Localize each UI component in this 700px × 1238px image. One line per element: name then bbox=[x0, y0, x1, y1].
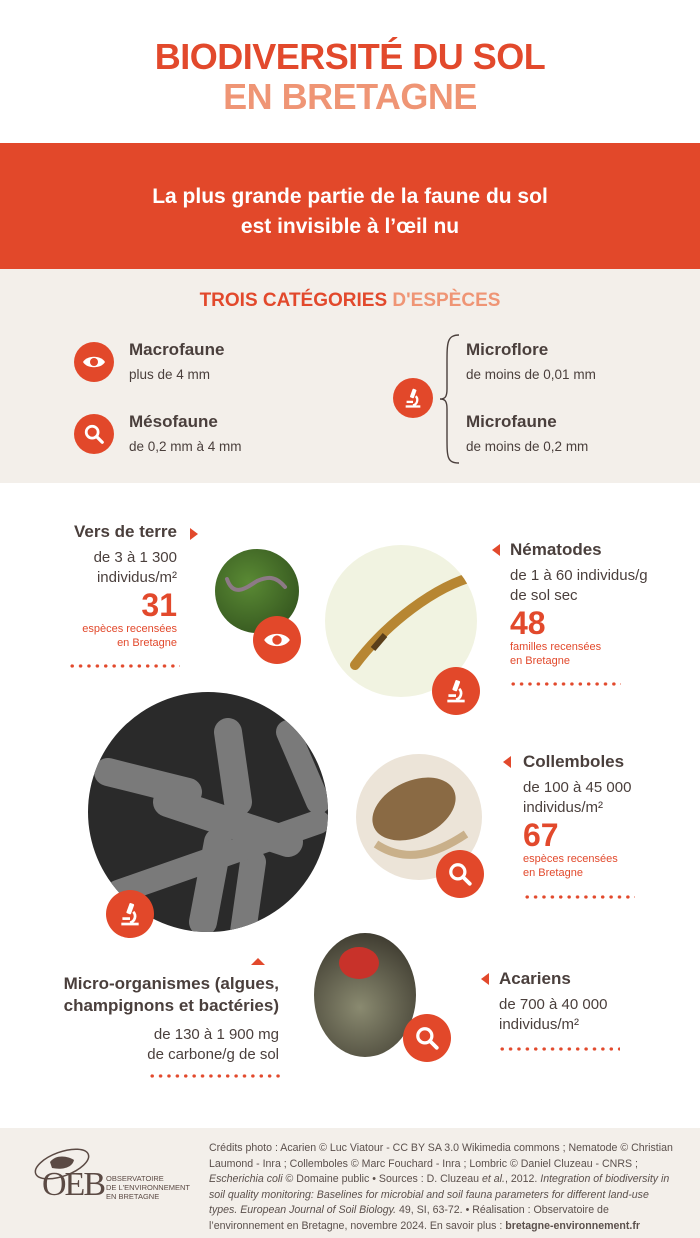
mite-photo bbox=[314, 933, 416, 1057]
magnifier-icon bbox=[436, 850, 484, 898]
title-line1: BIODIVERSITÉ DU SOL bbox=[154, 36, 546, 77]
category-mesofaune: Mésofaune de 0,2 mm à 4 mm bbox=[129, 412, 242, 454]
arrow-left-icon bbox=[503, 756, 511, 768]
species-collemboles: Collemboles de 100 à 45 000 individus/m² 67 espèces recensées en Bretagne bbox=[523, 752, 632, 879]
species-nematodes: Nématodes de 1 à 60 individus/g de sol sec 48 familles recensées en Bretagne bbox=[510, 540, 648, 667]
banner-text bbox=[0, 182, 700, 242]
oeb-logo: OEB OBSERVATOIRE DE L'ENVIRONNEMENT EN BRETAGNE bbox=[32, 1144, 192, 1204]
dotted-separator bbox=[498, 1046, 620, 1052]
categories-title: TROIS CATÉGORIES D'ESPÈCES bbox=[199, 290, 501, 311]
arrow-left-icon bbox=[481, 973, 489, 985]
arrow-right-icon bbox=[190, 528, 198, 540]
microscope-icon bbox=[432, 667, 480, 715]
arrow-up-icon bbox=[251, 958, 265, 965]
category-microfaune: Microfaune de moins de 0,2 mm bbox=[466, 412, 589, 454]
dotted-separator bbox=[148, 1073, 280, 1079]
eye-icon bbox=[74, 342, 114, 382]
microscope-icon bbox=[393, 378, 433, 418]
banner-line1: La plus grande partie de la faune du sol bbox=[152, 185, 548, 208]
dotted-separator bbox=[523, 894, 635, 900]
title-line2: EN BRETAGNE bbox=[223, 76, 477, 117]
credits-text: Crédits photo : Acarien © Luc Viatour - CC BY SA 3.0 Wikimedia commons ; Nematode © Christian Laumond - Inra ; Collemboles © Marc Fouchard - Inra ; Lombric © Daniel Cluzeau - CNRS ; Escherichia coli © Domaine public • Sources : D. Cluzeau et al., 2012. Integration of biodiversity in soil quality monitoring: Baselines for microbial and soil fauna parameters for different land-use types. European Journal of Soil Biology. 49, SI, 63-72. • Réalisation : Observatoire de l’environnement en Bretagne, novembre 2024. En savoir plus : bretagne-environnement.fr bbox=[209, 1142, 673, 1232]
species-acariens: Acariens de 700 à 40 000 individus/m² bbox=[499, 969, 608, 1033]
website-link[interactable]: bretagne-environnement.fr bbox=[505, 1219, 641, 1232]
arrow-left-icon bbox=[492, 544, 500, 556]
brace-icon bbox=[437, 333, 461, 465]
dotted-separator bbox=[509, 681, 621, 687]
magnifier-icon bbox=[74, 414, 114, 454]
microscope-icon bbox=[106, 890, 154, 938]
magnifier-icon bbox=[403, 1014, 451, 1062]
category-macrofaune: Macrofaune plus de 4 mm bbox=[129, 340, 225, 382]
category-microflore: Microflore de moins de 0,01 mm bbox=[466, 340, 596, 382]
banner-line2: est invisible à l’œil nu bbox=[240, 215, 460, 238]
species-micro-organismes: Micro-organismes (algues, champignons et bactéries) de 130 à 1 900 mg de carbone/g de sol bbox=[63, 974, 279, 1063]
dotted-separator bbox=[68, 663, 180, 669]
eye-icon bbox=[253, 616, 301, 664]
species-vers-de-terre: Vers de terre de 3 à 1 300 individus/m² 31 espèces recensées en Bretagne bbox=[73, 522, 177, 649]
